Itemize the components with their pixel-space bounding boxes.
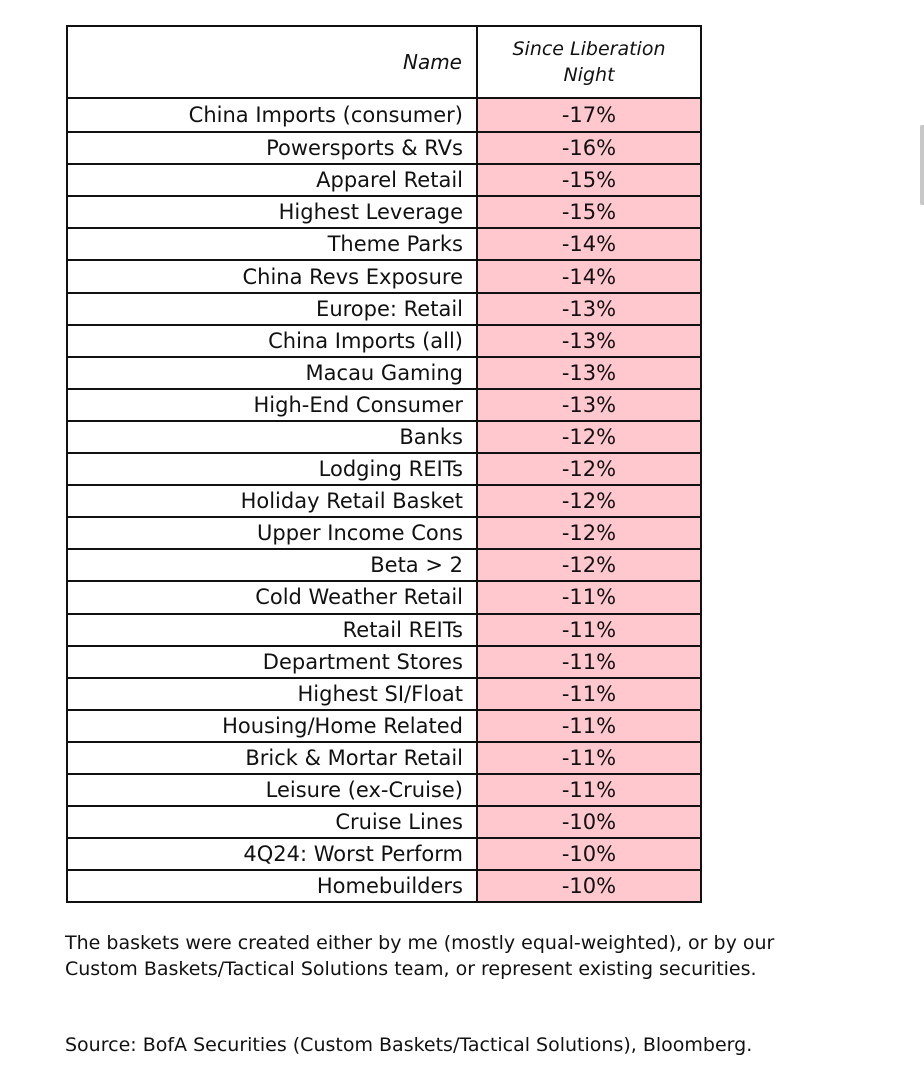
row-name: Department Stores xyxy=(68,647,478,677)
row-value: -10% xyxy=(478,807,700,837)
row-value: -10% xyxy=(478,839,700,869)
row-value: -10% xyxy=(478,871,700,901)
table-row xyxy=(68,677,700,709)
performance-table xyxy=(66,25,702,903)
source-note: Source: BofA Securities (Custom Baskets/Tactical Solutions), Bloomberg. xyxy=(65,1034,753,1056)
table-row xyxy=(68,99,700,131)
row-name: Leisure (ex-Cruise) xyxy=(68,775,478,805)
row-name: Brick & Mortar Retail xyxy=(68,743,478,773)
row-value: -13% xyxy=(478,326,700,356)
row-name: Retail REITs xyxy=(68,615,478,645)
row-name: Highest Leverage xyxy=(68,197,478,227)
row-value: -14% xyxy=(478,229,700,259)
baskets-note: The baskets were created either by me (mostly equal-weighted), or by our Custom Baskets/Tactical Solutions team, or represent existing securities. xyxy=(65,932,775,980)
row-value: -13% xyxy=(478,294,700,324)
row-name: Lodging REITs xyxy=(68,454,478,484)
row-name: 4Q24: Worst Perform xyxy=(68,839,478,869)
table-row xyxy=(68,356,700,388)
table-row xyxy=(68,516,700,548)
row-value: -11% xyxy=(478,582,700,612)
row-name: Housing/Home Related xyxy=(68,711,478,741)
table-header xyxy=(68,27,700,99)
row-value: -13% xyxy=(478,390,700,420)
table-row xyxy=(68,484,700,516)
table-row xyxy=(68,292,700,324)
table-row xyxy=(68,388,700,420)
table-row xyxy=(68,580,700,612)
row-value: -11% xyxy=(478,647,700,677)
row-name: China Imports (all) xyxy=(68,326,478,356)
row-value: -15% xyxy=(478,197,700,227)
row-value: -16% xyxy=(478,133,700,163)
row-name: Cold Weather Retail xyxy=(68,582,478,612)
row-name: Apparel Retail xyxy=(68,165,478,195)
row-name: Powersports & RVs xyxy=(68,133,478,163)
table-row xyxy=(68,548,700,580)
table-body xyxy=(68,99,700,901)
header-since-liberation-night: Since Liberation Night xyxy=(512,38,666,86)
row-name: Banks xyxy=(68,422,478,452)
row-value: -12% xyxy=(478,518,700,548)
table-row xyxy=(68,869,700,901)
table-row xyxy=(68,420,700,452)
table-row xyxy=(68,837,700,869)
table-row xyxy=(68,645,700,677)
row-value: -12% xyxy=(478,486,700,516)
row-value: -17% xyxy=(478,99,700,131)
table-row xyxy=(68,163,700,195)
table-row xyxy=(68,805,700,837)
table-row xyxy=(68,195,700,227)
row-value: -11% xyxy=(478,775,700,805)
row-value: -14% xyxy=(478,261,700,291)
row-name: Theme Parks xyxy=(68,229,478,259)
row-name: Europe: Retail xyxy=(68,294,478,324)
row-name: Beta > 2 xyxy=(68,550,478,580)
table-row xyxy=(68,227,700,259)
row-value: -12% xyxy=(478,454,700,484)
row-name: Cruise Lines xyxy=(68,807,478,837)
row-value: -13% xyxy=(478,358,700,388)
row-name: Homebuilders xyxy=(68,871,478,901)
row-name: Holiday Retail Basket xyxy=(68,486,478,516)
row-value: -11% xyxy=(478,743,700,773)
table-row xyxy=(68,131,700,163)
table-row xyxy=(68,709,700,741)
row-name: China Imports (consumer) xyxy=(68,99,478,131)
row-value: -11% xyxy=(478,711,700,741)
table-row xyxy=(68,259,700,291)
row-name: Highest SI/Float xyxy=(68,679,478,709)
row-value: -15% xyxy=(478,165,700,195)
row-name: China Revs Exposure xyxy=(68,261,478,291)
header-name: Name xyxy=(68,27,478,97)
table-row xyxy=(68,741,700,773)
table-row xyxy=(68,452,700,484)
row-name: Macau Gaming xyxy=(68,358,478,388)
table-row xyxy=(68,613,700,645)
row-value: -12% xyxy=(478,550,700,580)
table-row xyxy=(68,324,700,356)
row-value: -11% xyxy=(478,615,700,645)
row-name: Upper Income Cons xyxy=(68,518,478,548)
scrollbar-thumb[interactable] xyxy=(920,125,924,205)
table-row xyxy=(68,773,700,805)
row-value: -11% xyxy=(478,679,700,709)
row-name: High-End Consumer xyxy=(68,390,478,420)
row-value: -12% xyxy=(478,422,700,452)
